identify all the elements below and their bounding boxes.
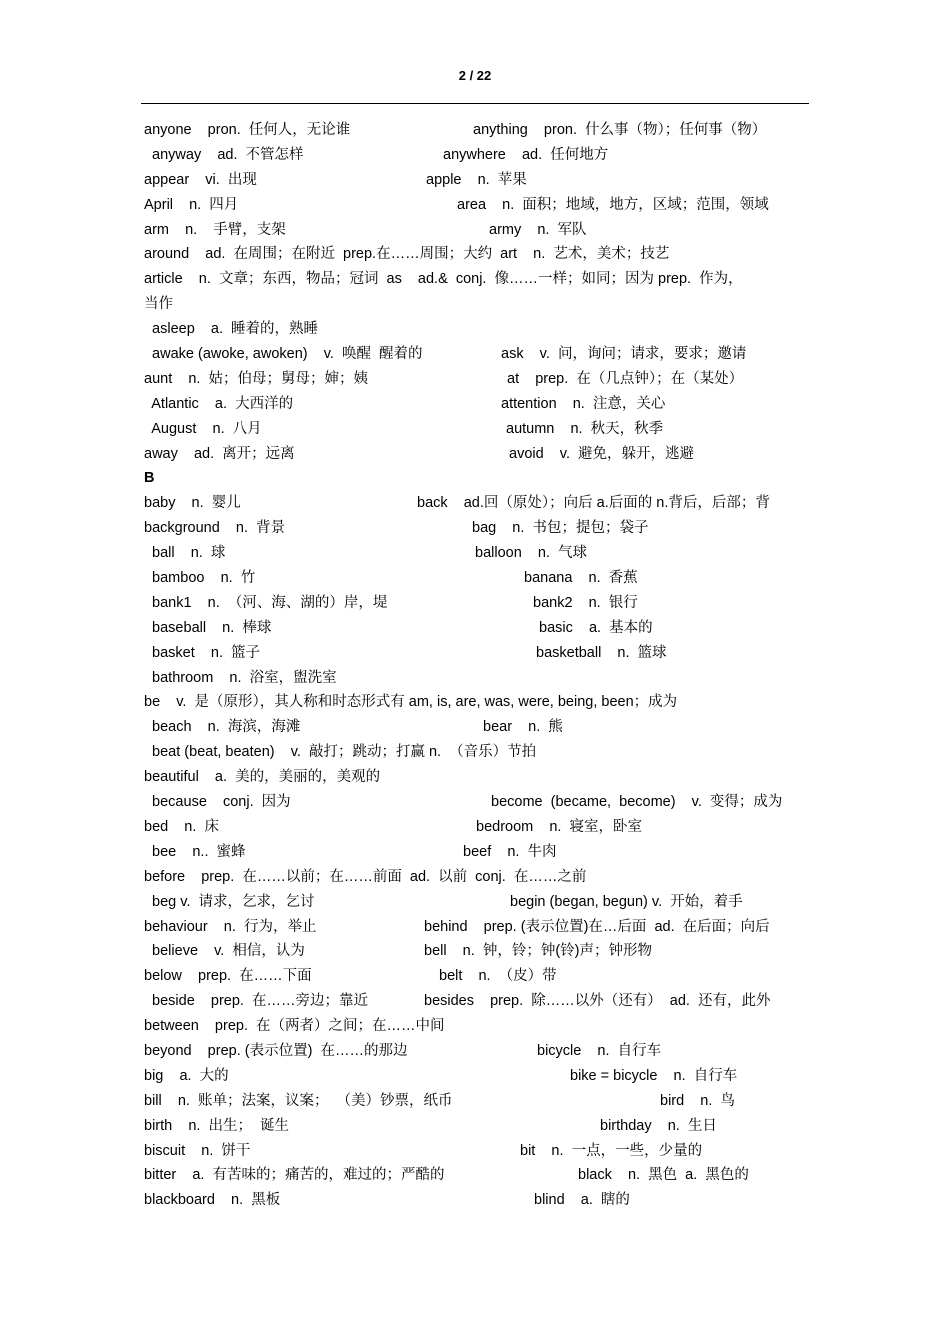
vocab-line bbox=[144, 516, 809, 541]
vocab-line bbox=[144, 1188, 809, 1213]
entry-left: below prep. 在……下面 bbox=[144, 968, 312, 985]
vocab-line bbox=[144, 666, 809, 691]
vocab-line bbox=[144, 740, 809, 765]
entry-left: beg v. 请求，乞求，乞讨 bbox=[144, 893, 315, 910]
entry-right: anything pron. 什么事（物）；任何事（物） bbox=[473, 122, 767, 138]
entry-left: before prep. 在……以前；在……前面 ad. 以前 conj. 在……之前 bbox=[144, 868, 587, 885]
entry-right: bedroom n. 寝室，卧室 bbox=[476, 818, 642, 835]
vocab-line bbox=[144, 790, 809, 815]
entry-left: birth n. 出生； 诞生 bbox=[144, 1117, 290, 1134]
vocab-line bbox=[144, 591, 809, 616]
entry-left: appear vi. 出现 bbox=[144, 171, 257, 188]
entry-left: beyond prep. (表示位置) 在……的那边 bbox=[144, 1042, 408, 1059]
vocab-line bbox=[144, 1014, 809, 1039]
vocab-line bbox=[144, 392, 809, 417]
entry-right: basketball n. 篮球 bbox=[536, 644, 667, 661]
entry-right: ask v. 问，询问；请求，要求；邀请 bbox=[501, 346, 747, 363]
entry-right: bird n. 鸟 bbox=[660, 1092, 735, 1109]
entry-right: belt n. （皮）带 bbox=[439, 968, 557, 985]
entry-left: anyone pron. 任何人，无论谁 bbox=[144, 122, 351, 138]
entry-right: banana n. 香蕉 bbox=[524, 570, 638, 587]
entry-right: anywhere ad. 任何地方 bbox=[443, 146, 609, 163]
entry-left: basket n. 篮子 bbox=[144, 644, 261, 661]
vocab-line bbox=[144, 840, 809, 865]
vocab-line bbox=[144, 964, 809, 989]
entry-right: bank2 n. 银行 bbox=[533, 594, 638, 611]
entry-left: August n. 八月 bbox=[144, 420, 262, 437]
vocab-line bbox=[144, 690, 809, 715]
entry-right: besides prep. 除……以外（还有） ad. 还有，此外 bbox=[424, 993, 771, 1010]
entry-left: bathroom n. 浴室，盥洗室 bbox=[144, 669, 337, 686]
entry-left: because conj. 因为 bbox=[144, 794, 291, 811]
vocab-line bbox=[144, 317, 809, 342]
entry-left: big a. 大的 bbox=[144, 1067, 229, 1084]
vocab-line bbox=[144, 417, 809, 442]
entry-left: bill n. 账单；法案，议案； （美）钞票，纸币 bbox=[144, 1092, 453, 1109]
entry-left: anyway ad. 不管怎样 bbox=[144, 146, 304, 163]
entry-left: arm n. 手臂，支架 bbox=[144, 221, 286, 238]
entry-left: awake (awoke, awoken) v. 唤醒 醒着的 bbox=[144, 346, 423, 363]
entry-right: bear n. 熊 bbox=[483, 719, 563, 736]
entry-left: beautiful a. 美的，美丽的，美观的 bbox=[144, 769, 381, 786]
vocabulary-list bbox=[144, 118, 809, 1213]
entry-left: believe v. 相信，认为 bbox=[144, 943, 305, 960]
entry-left: background n. 背景 bbox=[144, 520, 286, 537]
vocab-line bbox=[144, 641, 809, 666]
entry-left: be v. 是（原形），其人称和时态形式有 am, is, are, was, were, being, been；成为 bbox=[144, 694, 678, 711]
entry-right: behind prep. (表示位置)在…后面 ad. 在后面；向后 bbox=[424, 918, 770, 935]
entry-right: begin (began, begun) v. 开始，着手 bbox=[510, 893, 743, 910]
entry-left: around ad. 在周围；在附近 prep.在……周围；大约 art n. 艺术，美术；技艺 bbox=[144, 246, 670, 263]
vocab-line bbox=[144, 1089, 809, 1114]
entry-right: become (became, become) v. 变得；成为 bbox=[491, 794, 783, 811]
entry-left: B bbox=[144, 470, 155, 487]
entry-left: behaviour n. 行为，举止 bbox=[144, 918, 317, 935]
entry-left: article n. 文章；东西，物品；冠词 as ad.& conj. 像……一样；如同；因为 prep. 作为， bbox=[144, 271, 743, 288]
entry-right: bike = bicycle n. 自行车 bbox=[570, 1067, 738, 1084]
entry-left: between prep. 在（两者）之间；在……中间 bbox=[144, 1018, 445, 1035]
vocab-line bbox=[144, 267, 809, 292]
vocab-line bbox=[144, 342, 809, 367]
entry-left: blackboard n. 黑板 bbox=[144, 1192, 281, 1209]
entry-left: beach n. 海滨，海滩 bbox=[144, 719, 301, 736]
vocab-line bbox=[144, 1114, 809, 1139]
vocab-line bbox=[144, 616, 809, 641]
entry-right: basic a. 基本的 bbox=[539, 619, 653, 636]
entry-right: bicycle n. 自行车 bbox=[537, 1042, 662, 1059]
entry-left: bitter a. 有苦味的；痛苦的，难过的；严酷的 bbox=[144, 1167, 445, 1184]
vocab-line bbox=[144, 242, 809, 267]
entry-left: ball n. 球 bbox=[144, 545, 226, 562]
page-number: 2 / 22 bbox=[458, 68, 492, 83]
entry-left: baby n. 婴儿 bbox=[144, 495, 241, 512]
entry-right: balloon n. 气球 bbox=[475, 545, 588, 562]
vocab-line bbox=[144, 1039, 809, 1064]
entry-right: back ad.回（原处）；向后 a.后面的 n.背后，后部；背 bbox=[417, 495, 770, 512]
vocab-line bbox=[144, 566, 809, 591]
entry-right: area n. 面积；地域，地方，区域；范围，领域 bbox=[457, 196, 769, 213]
vocab-line bbox=[144, 367, 809, 392]
entry-right: attention n. 注意，关心 bbox=[501, 395, 666, 412]
entry-right: black n. 黑色 a. 黑色的 bbox=[578, 1167, 749, 1184]
vocab-line bbox=[144, 915, 809, 940]
entry-right: army n. 军队 bbox=[489, 221, 587, 238]
vocab-line bbox=[144, 218, 809, 243]
entry-left: aunt n. 姑；伯母；舅母；婶；姨 bbox=[144, 370, 368, 387]
entry-right: bit n. 一点，一些，少量的 bbox=[520, 1142, 703, 1159]
entry-left: Atlantic a. 大西洋的 bbox=[144, 395, 294, 412]
entry-right: birthday n. 生日 bbox=[600, 1117, 717, 1134]
entry-right: avoid v. 避免，躲开，逃避 bbox=[509, 445, 695, 462]
entry-left: baseball n. 棒球 bbox=[144, 619, 272, 636]
vocab-line bbox=[144, 815, 809, 840]
entry-left: beat (beat, beaten) v. 敲打；跳动；打赢 n. （音乐）节拍 bbox=[144, 744, 537, 761]
entry-left: asleep a. 睡着的，熟睡 bbox=[144, 321, 319, 338]
header-rule bbox=[141, 103, 809, 104]
vocab-line bbox=[144, 939, 809, 964]
entry-right: bell n. 钟，铃；钟(铃)声；钟形物 bbox=[424, 943, 652, 960]
entry-left: bank1 n. （河、海、湖的）岸，堤 bbox=[144, 594, 388, 611]
vocab-line bbox=[144, 292, 809, 317]
vocab-line bbox=[144, 168, 809, 193]
vocab-line bbox=[144, 118, 809, 143]
entry-left: April n. 四月 bbox=[144, 196, 239, 213]
entry-left: beside prep. 在……旁边；靠近 bbox=[144, 993, 369, 1010]
entry-left: bee n.. 蜜蜂 bbox=[144, 843, 246, 860]
vocab-line bbox=[144, 541, 809, 566]
vocab-line bbox=[144, 193, 809, 218]
vocab-line bbox=[144, 765, 809, 790]
vocab-line bbox=[144, 890, 809, 915]
vocab-line bbox=[144, 491, 809, 516]
entry-right: autumn n. 秋天，秋季 bbox=[506, 420, 664, 437]
entry-right: at prep. 在（几点钟）；在（某处） bbox=[507, 370, 744, 387]
entry-left: away ad. 离开；远离 bbox=[144, 445, 295, 462]
vocab-line bbox=[144, 715, 809, 740]
vocab-line bbox=[144, 143, 809, 168]
vocab-line bbox=[144, 1139, 809, 1164]
entry-right: beef n. 牛肉 bbox=[463, 843, 557, 860]
entry-left: 当作 bbox=[144, 296, 173, 313]
entry-right: bag n. 书包；提包；袋子 bbox=[472, 520, 649, 537]
vocab-line bbox=[144, 1064, 809, 1089]
entry-left: biscuit n. 饼干 bbox=[144, 1142, 251, 1159]
entry-left: bamboo n. 竹 bbox=[144, 570, 256, 587]
vocab-line bbox=[144, 865, 809, 890]
vocab-line bbox=[144, 442, 809, 467]
section-heading bbox=[144, 466, 809, 491]
vocab-line bbox=[144, 1163, 809, 1188]
entry-right: apple n. 苹果 bbox=[426, 171, 527, 188]
entry-right: blind a. 瞎的 bbox=[534, 1192, 630, 1209]
vocab-line bbox=[144, 989, 809, 1014]
entry-left: bed n. 床 bbox=[144, 818, 219, 835]
